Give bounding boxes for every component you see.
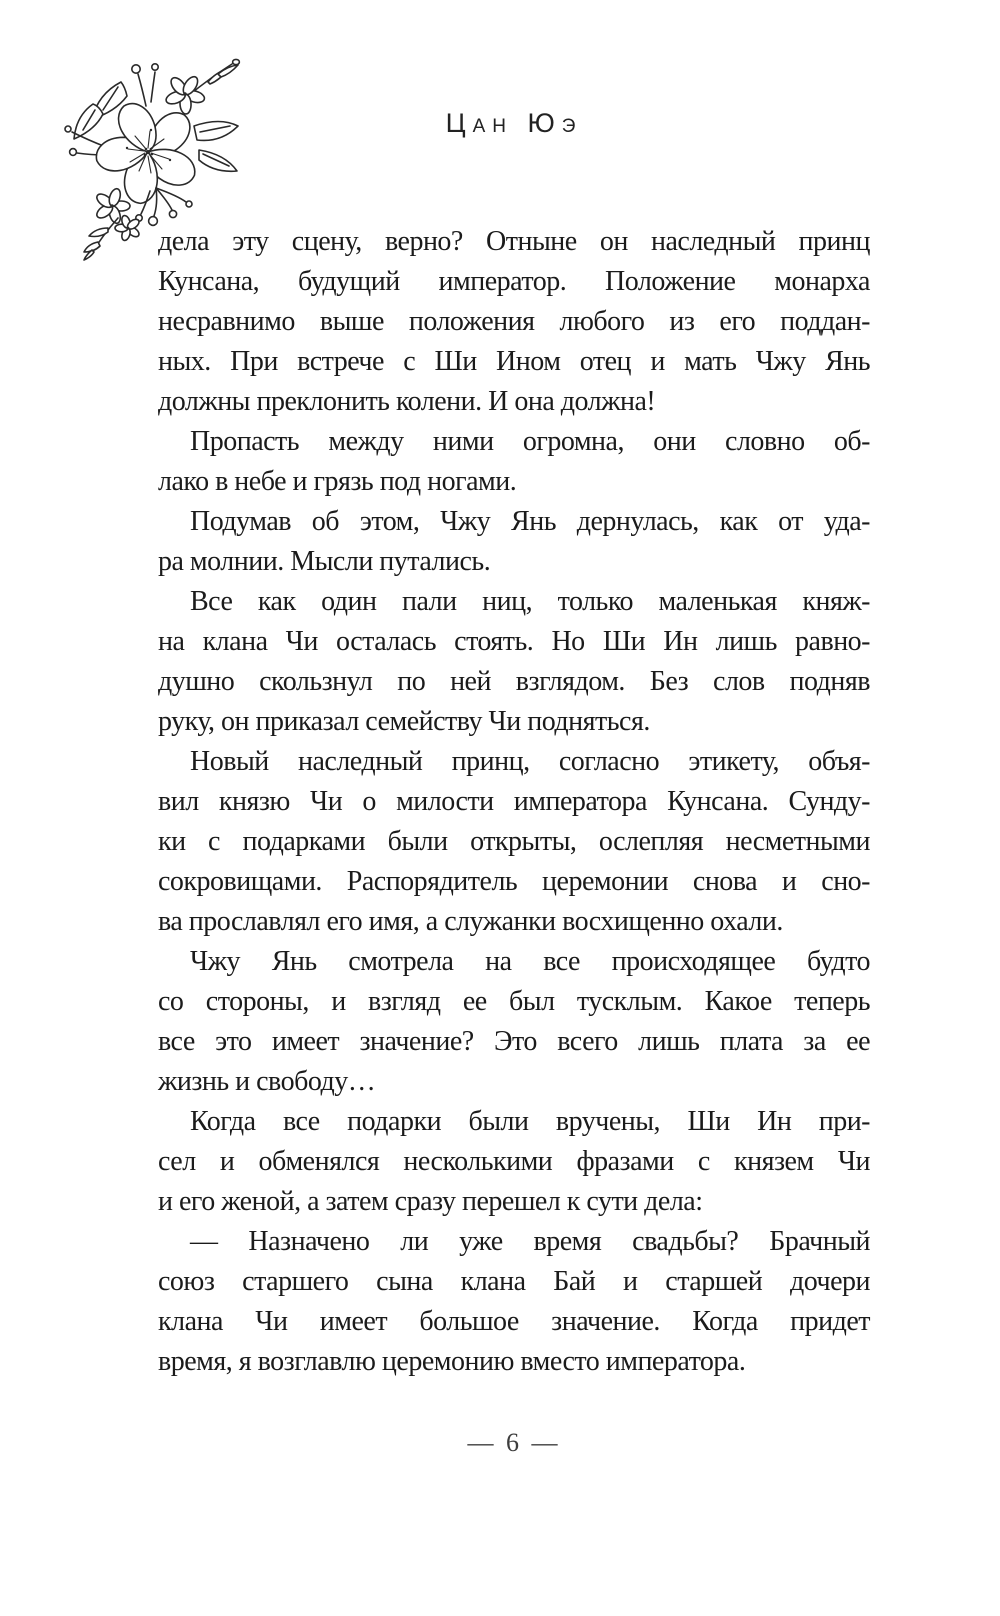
text-line: вил князю Чи о милости императора Кунсана. Сунду-: [158, 786, 870, 817]
text-line: все это имеет значение? Это всего лишь плата за ее: [158, 1026, 870, 1057]
paragraph: [158, 742, 870, 942]
text-line: союз старшего сына клана Бай и старшей дочери: [158, 1266, 870, 1297]
text-line: на клана Чи осталась стоять. Но Ши Ин лишь равно-: [158, 626, 870, 657]
paragraph: [158, 582, 870, 742]
paragraph: [158, 502, 870, 582]
text-line: время, я возглавлю церемонию вместо императора.: [158, 1346, 746, 1377]
text-line: Все как один пали ниц, только маленькая княж-: [190, 586, 870, 617]
text-line: несравнимо выше положения любого из его поддан-: [158, 306, 870, 337]
paragraph: [158, 222, 870, 422]
text-line: клана Чи имеет большое значение. Когда придет: [158, 1306, 870, 1337]
page-number: — 6 —: [467, 1428, 561, 1457]
text-line: Кунсана, будущий император. Положение монарха: [158, 266, 870, 297]
paragraph: [158, 1222, 870, 1382]
text-line: душно скользнул по ней взглядом. Без слов подняв: [158, 666, 870, 697]
paragraph: [158, 422, 870, 502]
text-line: со стороны, и взгляд ее был тусклым. Какое теперь: [158, 986, 870, 1017]
text-line: дела эту сцену, верно? Отныне он наследный принц: [158, 226, 870, 257]
running-header: Цан Юэ: [445, 108, 583, 138]
text-line: Пропасть между ними огромна, они словно об-: [190, 426, 870, 457]
text-line: ки с подарками были открыты, ослепляя несметными: [158, 826, 870, 857]
text-line: и его женой, а затем сразу перешел к сути дела:: [158, 1186, 703, 1217]
text-line: руку, он приказал семейству Чи подняться.: [158, 706, 650, 737]
text-line: Чжу Янь смотрела на все происходящее будто: [190, 946, 870, 977]
text-line: — Назначено ли уже время свадьбы? Брачный: [190, 1226, 870, 1257]
text-line: должны преклонить колени. И она должна!: [158, 386, 656, 417]
text-line: Подумав об этом, Чжу Янь дернулась, как от уда-: [190, 506, 870, 537]
text-line: сокровищами. Распорядитель церемонии снова и сно-: [158, 866, 870, 897]
text-block: [158, 222, 870, 1382]
text-line: ных. При встрече с Ши Ином отец и мать Чжу Янь: [158, 346, 870, 377]
text-line: Когда все подарки были вручены, Ши Ин при-: [190, 1106, 870, 1137]
text-line: Новый наследный принц, согласно этикету, объя-: [190, 746, 870, 777]
text-line: ра молнии. Мысли путались.: [158, 546, 491, 577]
paragraph: [158, 942, 870, 1102]
text-line: жизнь и свободу…: [158, 1066, 376, 1097]
text-line: ва прославлял его имя, а служанки восхищенно охали.: [158, 906, 783, 937]
text-line: сел и обменялся несколькими фразами с князем Чи: [158, 1146, 870, 1177]
paragraph: [158, 1102, 870, 1222]
text-line: лако в небе и грязь под ногами.: [158, 466, 517, 497]
